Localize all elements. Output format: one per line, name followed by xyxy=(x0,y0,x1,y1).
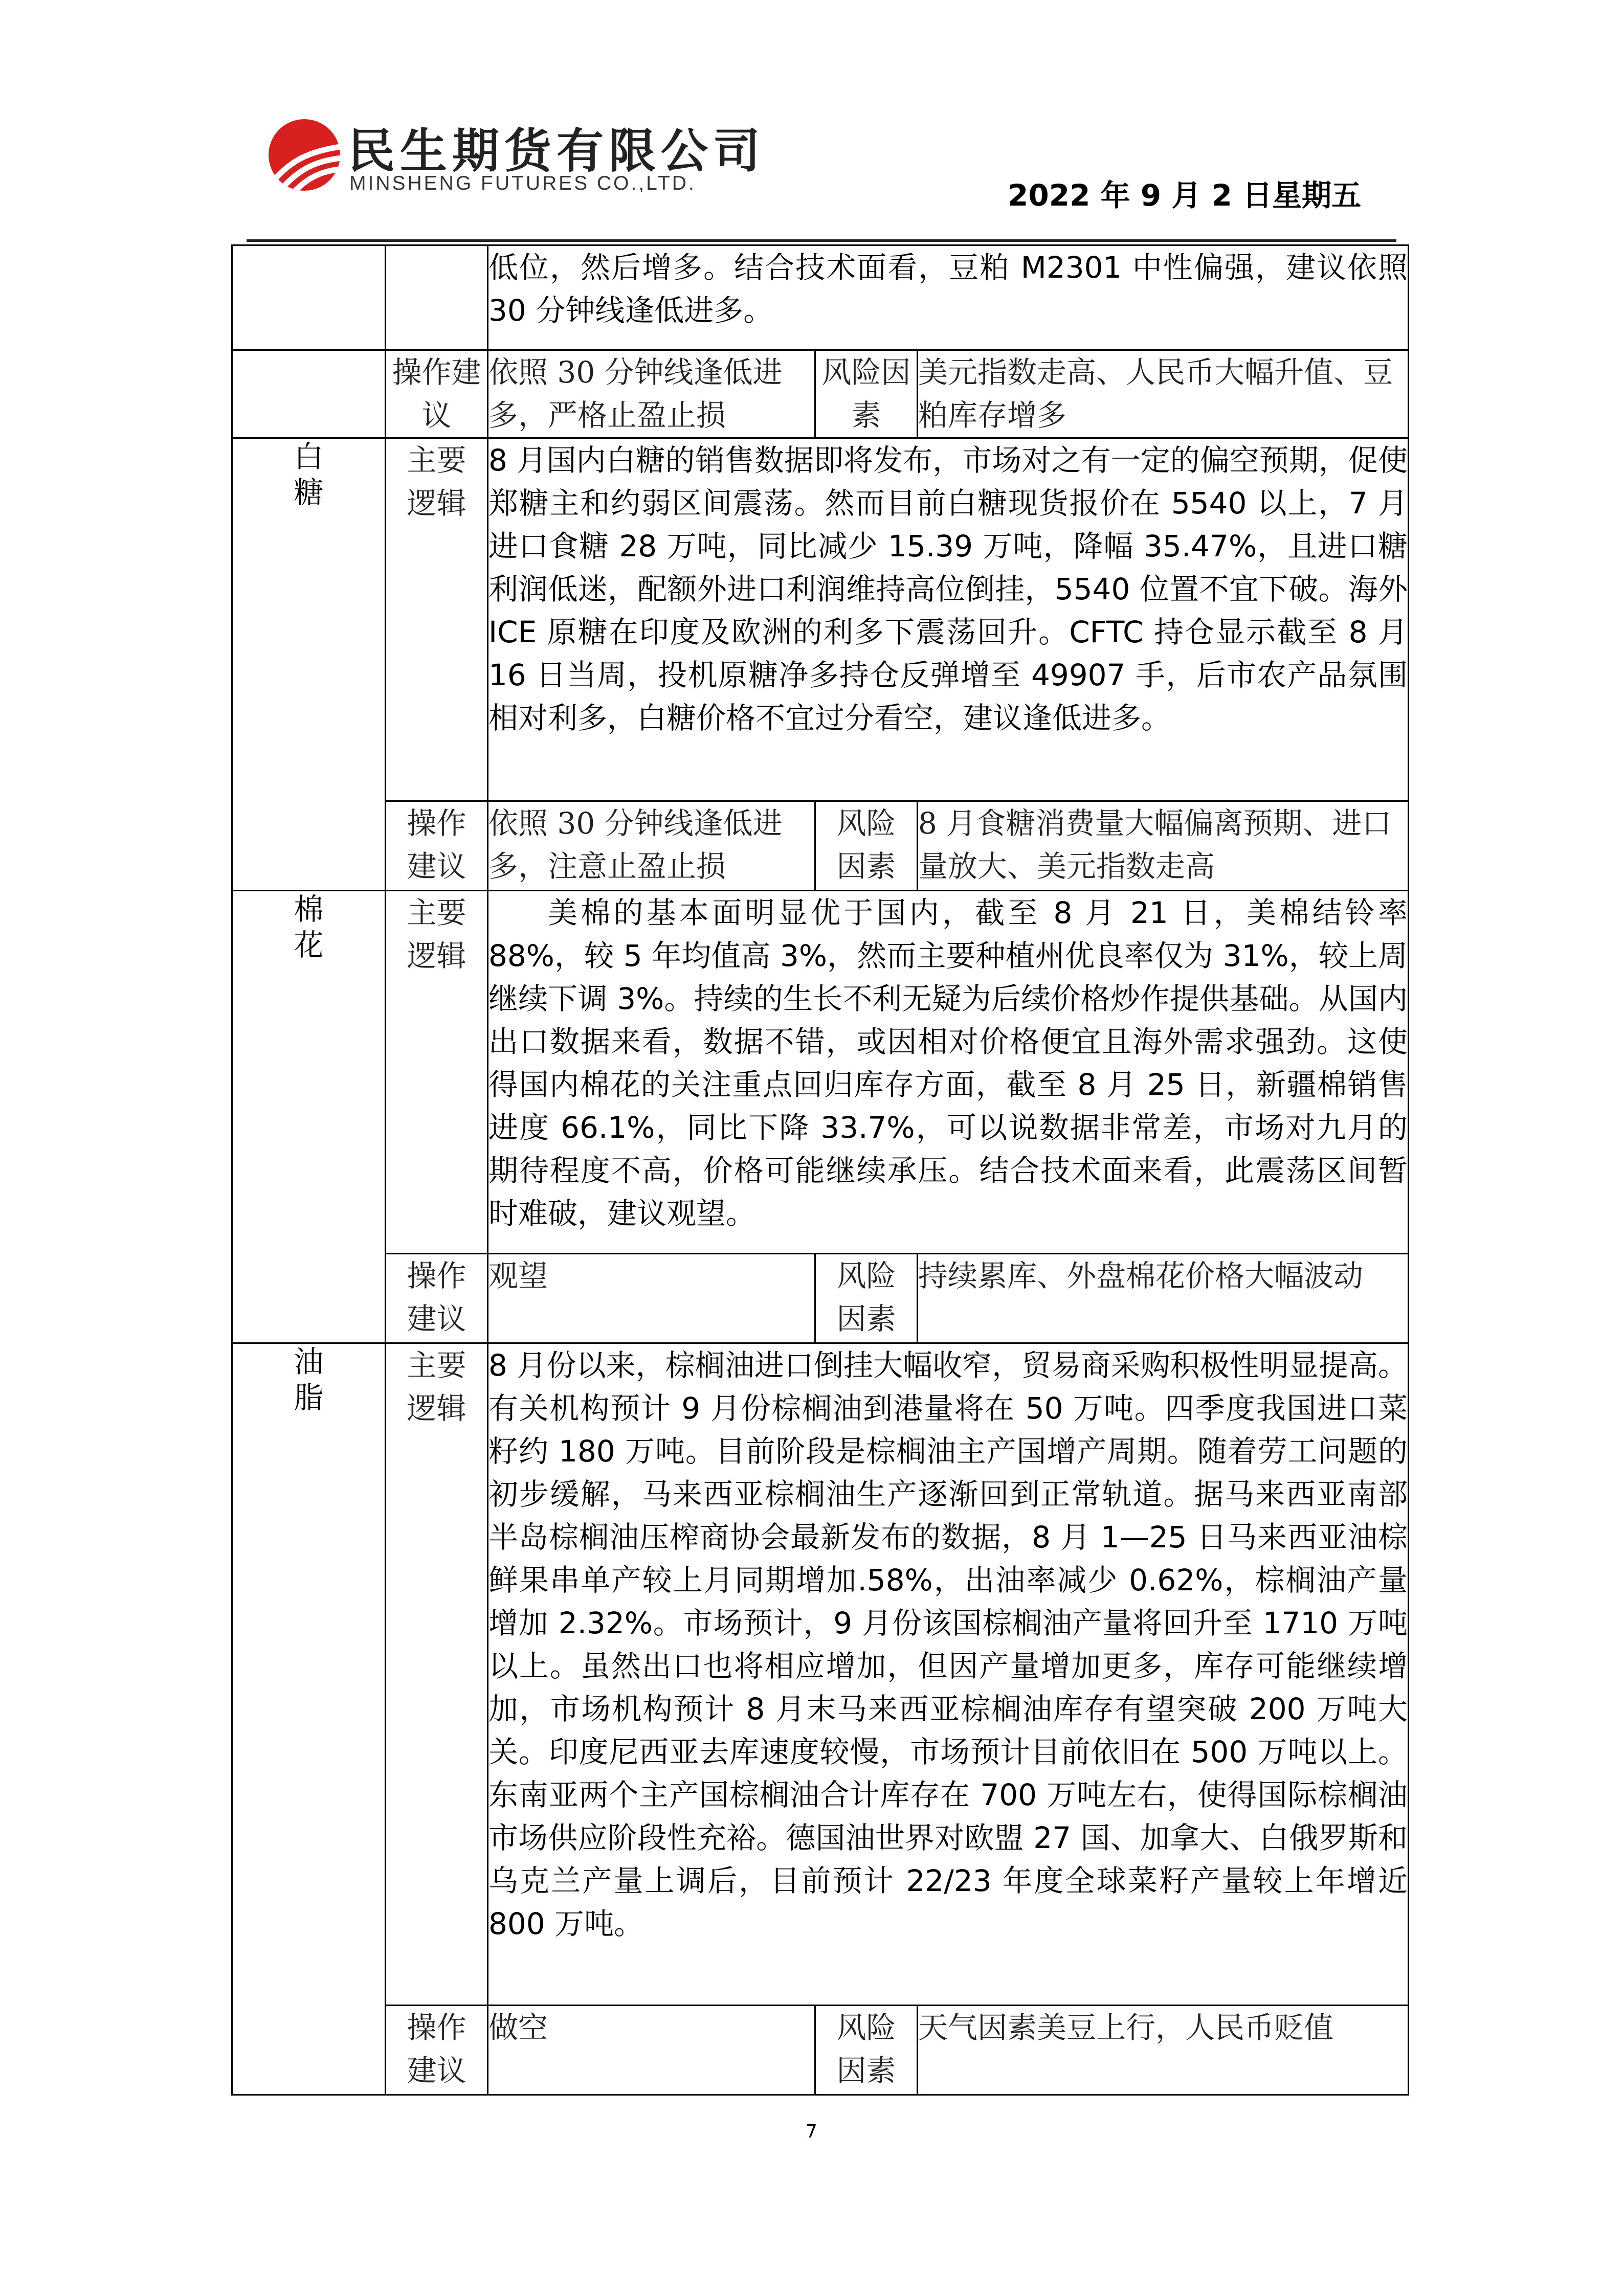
risk-label: 风险因素 xyxy=(815,350,918,438)
soymeal-category-cell xyxy=(232,245,386,350)
operation-label xyxy=(386,2006,488,2095)
header-divider xyxy=(247,239,1396,242)
sugar-logic-text: 8 月国内白糖的销售数据即将发布，市场对之有一定的偏空预期，促使郑糖主和约弱区间震荡。然而目前白糖现货报价在 5540 以上，7 月进口食糖 28 万吨，同比减少 15.39 万吨，降幅 35.47%，且进口糖利润低迷，配额外进口利润维持高位倒挂，5540 位置不宜下破。海外 ICE 原糖在印度及欧洲的利多下震荡回升。CFTC 持仓显示截至 8 月 16 日当周，投机原糖净多持仓反弹增至 49907 手，后市农产品氛围相对利多，白糖价格不宜过分看空，建议逢低进多。 xyxy=(488,438,1409,801)
risk-label-text: 风险因素 xyxy=(836,2010,896,2088)
risk-label-text: 风险因素 xyxy=(836,806,896,884)
page-header xyxy=(0,0,1624,240)
minsheng-logo-icon xyxy=(258,115,350,194)
soymeal-logic-row xyxy=(232,245,1409,350)
company-name-cn: 民生期货有限公司 xyxy=(348,124,766,178)
operation-label: 操作建议 xyxy=(386,350,488,438)
oils-operation-text: 做空 xyxy=(488,2006,815,2095)
sugar-risk-text: 8 月食糖消费量大幅偏离预期、进口量放大、美元指数走高 xyxy=(918,801,1409,891)
oils-logic-text: 8 月份以来，棕榈油进口倒挂大幅收窄，贸易商采购积极性明显提高。有关机构预计 9 月份棕榈油到港量将在 50 万吨。四季度我国进口菜籽约 180 万吨。目前阶段是棕榈油主产国增产周期。随着劳工问题的初步缓解，马来西亚棕榈油生产逐渐回到正常轨道。据马来西亚南部半岛棕榈油压榨商协会最新发布的数据，8 月 1—25 日马来西亚油棕鲜果串单产较上月同期增加.58%，出油率减少 0.62%，棕榈油产量增加 2.32%。市场预计，9 月份该国棕榈油产量将回升至 1710 万吨以上。虽然出口也将相应增加，但因产量增加更多，库存可能继续增加，市场机构预计 8 月末马来西亚棕榈油库存有望突破 200 万吨大关。印度尼西亚去库速度较慢，市场预计目前依旧在 500 万吨以上。东南亚两个主产国棕榈油合计库存在 700 万吨左右，使得国际棕榈油市场供应阶段性充裕。德国油世界对欧盟 27 国、加拿大、白俄罗斯和乌克兰产量上调后，目前预计 22/23 年度全球菜籽产量较上年增近 800 万吨。 xyxy=(488,1343,1409,2006)
risk-label xyxy=(815,801,918,891)
sugar-operation-row xyxy=(232,801,1409,891)
oils-operation-row xyxy=(232,2006,1409,2095)
risk-label xyxy=(815,1254,918,1343)
cotton-name: 棉花 xyxy=(294,892,324,962)
logic-label xyxy=(386,891,488,1254)
sugar-logic-row xyxy=(232,438,1409,801)
operation-label-text: 操作建议 xyxy=(407,1258,466,1336)
operation-label xyxy=(386,1254,488,1343)
operation-label-text: 操作建议 xyxy=(407,2010,466,2088)
cotton-logic-text: 美棉的基本面明显优于国内，截至 8 月 21 日，美棉结铃率 88%，较 5 年均值高 3%，然而主要种植州优良率仅为 31%，较上周继续下调 3%。持续的生长不利无疑为后续价格炒作提供基础。从国内出口数据来看，数据不错，或因相对价格便宜且海外需求强劲。这使得国内棉花的关注重点回归库存方面，截至 8 月 25 日，新疆棉销售进度 66.1%，同比下降 33.7%，可以说数据非常差，市场对九月的期待程度不高，价格可能继续承压。结合技术面来看，此震荡区间暂时难破，建议观望。 xyxy=(488,891,1409,1254)
operation-label xyxy=(386,801,488,891)
soymeal-logic-text: 低位，然后增多。结合技术面看，豆粕 M2301 中性偏强，建议依照 30 分钟线逢低进多。 xyxy=(488,245,1409,350)
sugar-category xyxy=(232,438,386,891)
logic-label xyxy=(386,438,488,801)
logic-label-text: 主要逻辑 xyxy=(407,443,466,521)
commodity-table xyxy=(231,244,1409,2096)
sugar-name: 白糖 xyxy=(294,439,324,510)
sugar-operation-text: 依照 30 分钟线逢低进多，注意止盈止损 xyxy=(488,801,815,891)
soymeal-logic-label-cell xyxy=(386,245,488,350)
soymeal-category-cell-2 xyxy=(232,350,386,438)
logic-label-text: 主要逻辑 xyxy=(407,1348,466,1426)
oils-risk-text: 天气因素美豆上行，人民币贬值 xyxy=(918,2006,1409,2095)
report-date: 2022 年 9 月 2 日星期五 xyxy=(1008,178,1362,213)
company-name-en: MINSHENG FUTURES CO.,LTD. xyxy=(349,172,696,194)
cotton-operation-text: 观望 xyxy=(488,1254,815,1343)
risk-label xyxy=(815,2006,918,2095)
soymeal-operation-row xyxy=(232,350,1409,438)
soymeal-operation-text: 依照 30 分钟线逢低进多，严格止盈止损 xyxy=(488,350,815,438)
cotton-operation-row xyxy=(232,1254,1409,1343)
operation-label-text: 操作建议 xyxy=(407,806,466,884)
risk-label-text: 风险因素 xyxy=(836,1258,896,1336)
cotton-risk-text: 持续累库、外盘棉花价格大幅波动 xyxy=(918,1254,1409,1343)
cotton-category xyxy=(232,891,386,1343)
soymeal-risk-text: 美元指数走高、人民币大幅升值、豆粕库存增多 xyxy=(918,350,1409,438)
oils-name: 油脂 xyxy=(294,1344,324,1415)
oils-category xyxy=(232,1343,386,2095)
logic-label-text: 主要逻辑 xyxy=(407,895,466,973)
logic-label xyxy=(386,1343,488,2006)
cotton-logic-row xyxy=(232,891,1409,1254)
page-number: 7 xyxy=(806,2121,817,2142)
oils-logic-row xyxy=(232,1343,1409,2006)
